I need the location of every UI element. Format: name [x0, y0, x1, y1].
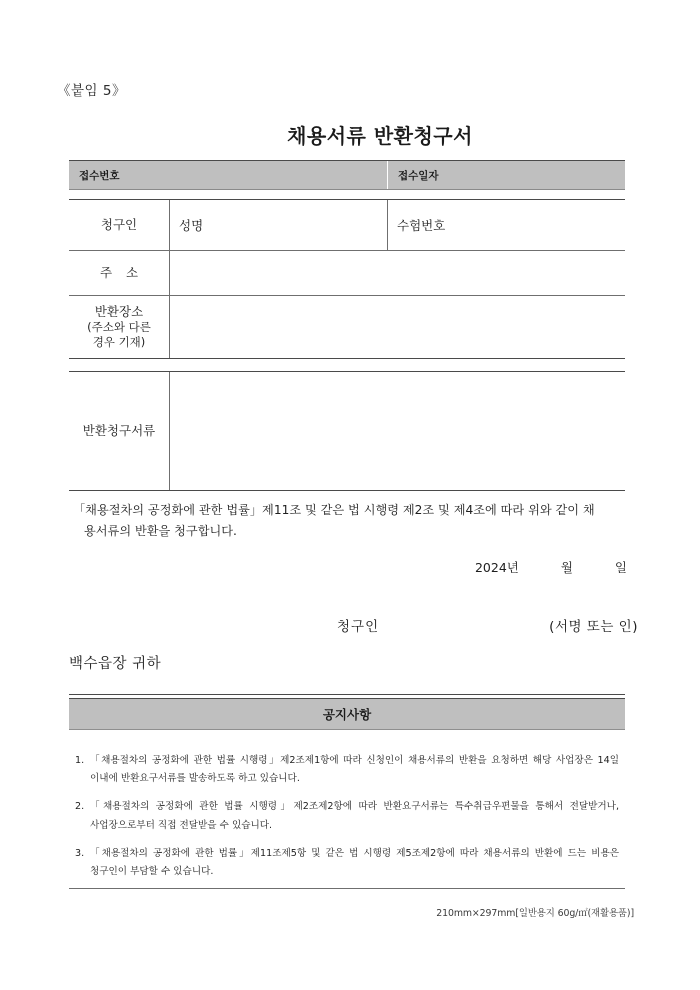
list-item: [73, 798, 619, 834]
footer-divider: [69, 888, 625, 889]
table-spacer: [69, 359, 625, 371]
address-label: [69, 251, 170, 295]
receipt-date-cell[interactable]: [388, 161, 625, 189]
table-row-address: [69, 251, 625, 296]
statute-line-1: 「채용절차의 공정화에 관한 법률」제11조 및 같은 법 시행령 제2조 및 제4조에 따라 위와 같이 채: [73, 503, 595, 517]
paper-specification: 210mm×297mm[일반용지 60g/㎡(재활용품)]: [436, 908, 634, 919]
notice-section: [69, 694, 625, 891]
notice-list: [69, 730, 625, 881]
notice-item-number: 1.: [75, 755, 85, 766]
applicant-label: 청구인: [69, 200, 170, 250]
signature-seal-note[interactable]: (서명 또는 인): [549, 619, 638, 635]
receipt-number-label: 접수번호: [79, 169, 120, 182]
return-documents-input-field[interactable]: [170, 372, 625, 490]
receipt-number-cell[interactable]: [69, 161, 388, 189]
date-year: 2024년: [474, 560, 519, 575]
address-label-text: 주 소: [99, 264, 144, 280]
statutory-declaration: [73, 500, 624, 543]
return-place-label-line2: (주소와 다른: [87, 320, 151, 335]
notice-item-number: 2.: [75, 801, 85, 813]
applicant-exam-number-field[interactable]: [388, 200, 625, 250]
notice-item-text: 「채용절차의 공정화에 관한 법률」제11조제5항 및 같은 법 시행령 제5조제2항에 따라 채용서류의 반환에 드는 비용은 청구인이 부담할 수 있습니다.: [90, 847, 619, 878]
return-place-label: [69, 296, 170, 358]
list-item: [73, 845, 619, 881]
table-row-applicant: [69, 200, 625, 251]
attachment-tag: 《붙임 5》: [57, 83, 126, 99]
list-item: [73, 752, 619, 788]
date-month: 월: [560, 560, 573, 575]
return-place-label-line3: 경우 기재): [92, 335, 146, 350]
recipient-line: 백수읍장 귀하: [69, 656, 162, 672]
notice-top-rule: [69, 694, 625, 695]
signature-role-label: 청구인: [337, 619, 380, 635]
page-title: 채용서류 반환청구서: [287, 124, 473, 148]
applicant-exam-number-label: 수험번호: [397, 218, 446, 233]
notice-item-text: 「채용절차의 공정화에 관한 법률 시행령」제2조제1항에 따라 신청인이 채용서류의 반환을 요청하면 해당 사업장은 14일 이내에 반환요구서류를 발송하도록 하고 있습니다.: [90, 755, 619, 785]
notice-item-text: 「채용절차의 공정화에 관한 법률 시행령」제2조제2항에 따라 반환요구서류는 특수취급우편물을 통해서 전달받거나, 사업장으로부터 직접 전달받을 수 있습니다.: [90, 801, 619, 831]
receipt-header-band: [69, 160, 625, 190]
return-place-label-line1: 반환장소: [94, 303, 144, 319]
return-place-input-field[interactable]: [170, 296, 625, 358]
notice-heading: 공지사항: [69, 698, 625, 730]
return-documents-label: 반환청구서류: [69, 372, 170, 490]
application-form-table: [69, 160, 625, 491]
applicant-name-label: 성명: [179, 218, 204, 233]
address-input-field[interactable]: [170, 251, 625, 295]
band-spacer: [69, 190, 625, 199]
date-line: [0, 558, 700, 576]
statute-line-2: 용서류의 반환을 청구합니다.: [84, 524, 237, 539]
table-row-documents: [69, 372, 625, 490]
date-day: 일: [614, 560, 627, 575]
receipt-date-label: 접수일자: [398, 169, 439, 182]
table-row-return-place: [69, 296, 625, 358]
applicant-name-field[interactable]: [170, 200, 388, 250]
applicant-info-table: [69, 199, 625, 359]
notice-item-number: 3.: [75, 847, 85, 859]
return-documents-table: [69, 371, 625, 491]
